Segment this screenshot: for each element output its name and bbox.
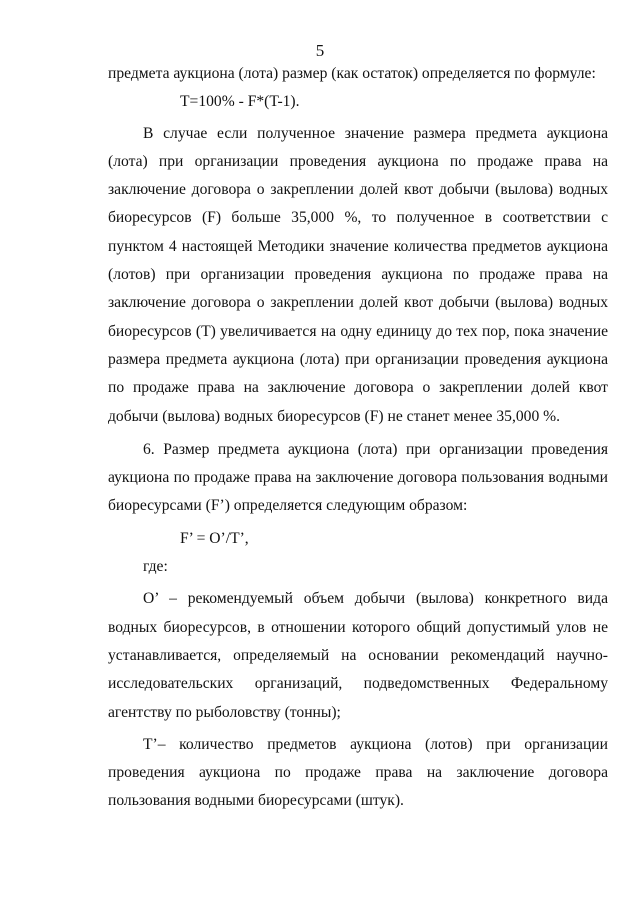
paragraph-lot-size-condition: В случае если полученное значение размера предмета аукциона (лота) при организации проведения аукциона по продаже права на заключение договора о закреплении долей квот добычи (вылова) водных биоресурсов (F) больше 35,000 %, то полученное в соответствии с пунктом 4 настоящей Методики значение количества предметов аукциона (лотов) при организации проведения аукциона по продаже права на заключение договора о закреплении долей квот добычи (вылова) водных биоресурсов (T) увеличивается на одну единицу до тех пор, пока значение размера предмета аукциона (лота) при организации проведения аукциона по продаже права на заключение договора о закреплении долей квот добычи (вылова) водных биоресурсов (F) не станет менее 35,000 %.	[108, 124, 608, 425]
page-number: 5	[315, 41, 325, 60]
definition-o-prime: O’ – рекомендуемый объем добычи (вылова) конкретного вида водных биоресурсов, в отношении которого общий допустимый улов не устанавливается, определяемый на основании рекомендаций научно-исследовательских организаций, подведомственных Федеральному агентству по рыболовству (тонны);	[108, 590, 608, 721]
paragraph-formula-intro: предмета аукциона (лота) размер (как остаток) определяется по формуле:	[108, 65, 596, 82]
formula-f-prime: F’ = O’/T’,	[180, 529, 249, 547]
paragraph-section-6: 6. Размер предмета аукциона (лота) при организации проведения аукциона по продаже права на заключение договора пользования водными биоресурсами (F’) определяется следующим образом:	[108, 440, 608, 515]
document-body	[108, 60, 608, 816]
formula-t: T=100% - F*(T-1).	[180, 93, 300, 111]
definition-t-prime: T’– количество предметов аукциона (лотов) при организации проведения аукциона по продаже права на заключение договора пользования водными биоресурсами (штук).	[108, 735, 608, 810]
where-label: где:	[143, 558, 168, 576]
